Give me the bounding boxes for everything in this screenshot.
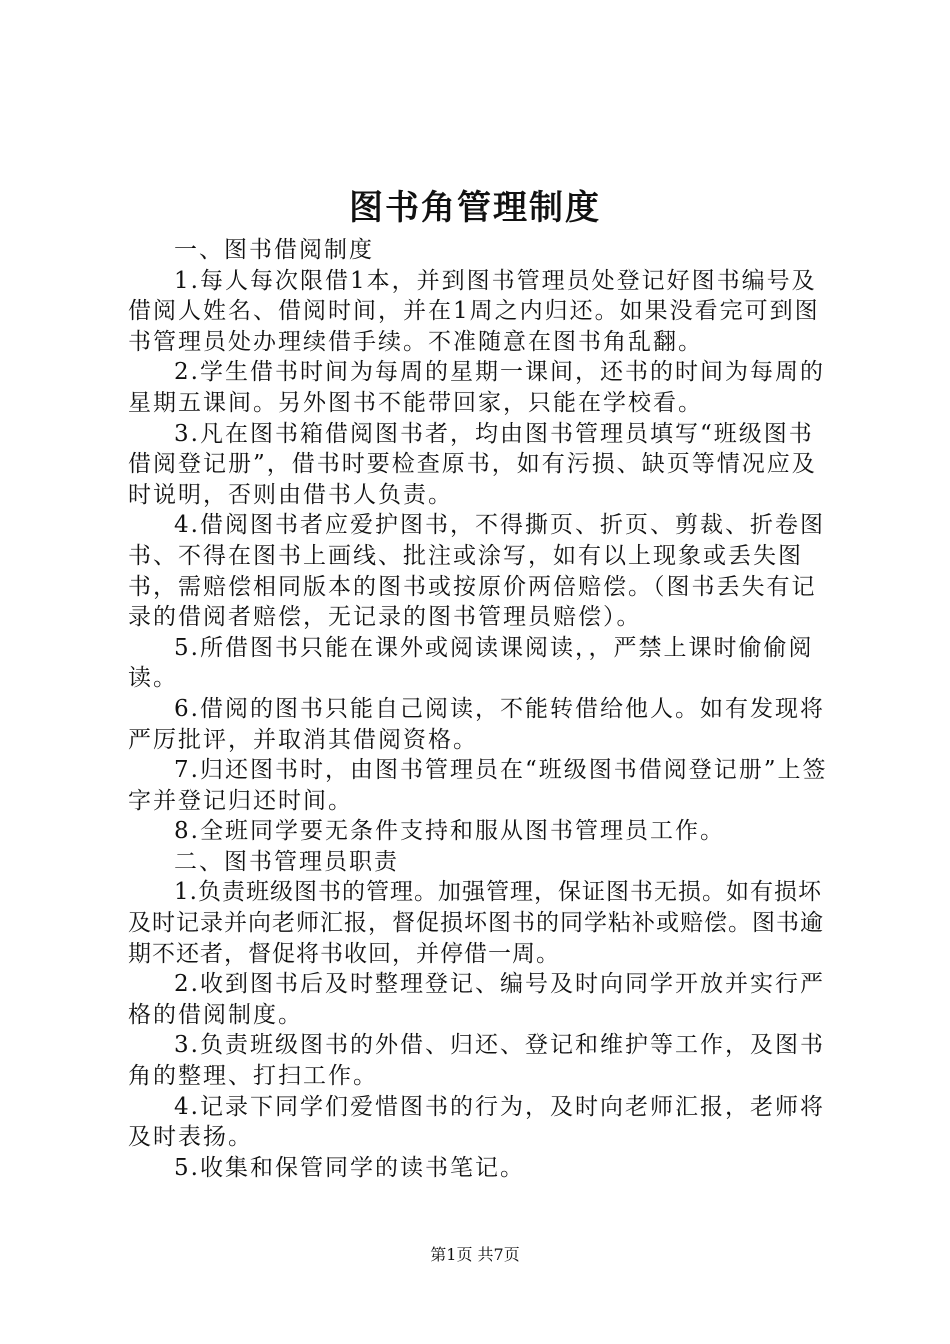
borrowing-rule-8: 8.全班同学要无条件支持和服从图书管理员工作。 xyxy=(174,818,725,845)
librarian-duty-2: 2.收到图书后及时整理登记、编号及时向同学开放并实行严格的借阅制度。 xyxy=(128,971,825,1028)
section-heading-borrowing: 一、图书借阅制度 xyxy=(174,237,374,263)
librarian-duty-3: 3.负责班级图书的外借、归还、登记和维护等工作，及图书角的整理、打扫工作。 xyxy=(128,1032,825,1090)
borrowing-rule-2: 2.学生借书时间为每周的星期一课间，还书的时间为每周的星期五课间。另外图书不能带回家，只能在学校看。 xyxy=(128,359,825,416)
borrowing-rule-1: 1.每人每次限借1本，并到图书管理员处登记好图书编号及借阅人姓名、借阅时间，并在1周之内归还。如果没看完可到图书管理员处办理续借手续。不准随意在图书角乱翻。 xyxy=(128,267,820,355)
borrowing-rule-3: 3.凡在图书箱借阅图书者，均由图书管理员填写“班级图书借阅登记册”，借书时要检查原书，如有污损、缺页等情况应及时说明，否则由借书人负责。 xyxy=(128,420,817,508)
page-footer: 第1页 共7页 xyxy=(430,1245,520,1264)
section-heading-librarian: 二、图书管理员职责 xyxy=(174,848,399,875)
borrowing-rule-4: 4.借阅图书者应爱护图书，不得撕页、折页、剪裁、折卷图书、不得在图书上画线、批注或涂写，如有以上现象或丢失图书，需赔偿相同版本的图书或按原价两倍赔偿。（图书丢失有记录的借阅者赔偿，无记录的图书管理员赔偿）。 xyxy=(128,512,825,631)
borrowing-rule-5: 5.所借图书只能在课外或阅读课阅读，，严禁上课时偷偷阅读。 xyxy=(128,634,814,692)
librarian-duty-1: 1.负责班级图书的管理。加强管理，保证图书无损。如有损坏及时记录并向老师汇报，督促损坏图书的同学粘补或赔偿。图书逾期不还者，督促将书收回，并停借一周。 xyxy=(128,879,824,967)
librarian-duty-5: 5.收集和保管同学的读书笔记。 xyxy=(174,1154,525,1181)
page-title: 图书角管理制度 xyxy=(349,188,601,228)
borrowing-rule-6: 6.借阅的图书只能自己阅读，不能转借给他人。如有发现将严厉批评，并取消其借阅资格。 xyxy=(128,695,825,753)
librarian-duty-4: 4.记录下同学们爱惜图书的行为，及时向老师汇报，老师将及时表扬。 xyxy=(128,1093,825,1151)
borrowing-rule-7: 7.归还图书时，由图书管理员在“班级图书借阅登记册”上签字并登记归还时间。 xyxy=(128,757,828,814)
document-body xyxy=(128,235,836,1183)
